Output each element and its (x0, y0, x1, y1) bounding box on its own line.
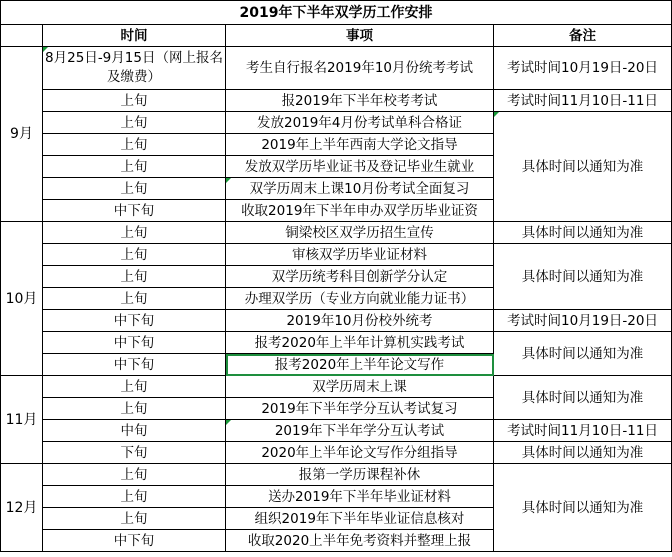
note-cell[interactable]: 考试时间10月19日-20日 (494, 310, 672, 332)
time-cell[interactable]: 上旬 (43, 244, 226, 266)
item-cell[interactable]: 报考2020年上半年计算机实践考试 (226, 332, 494, 354)
item-cell[interactable]: 2020年上半年论文写作分组指导 (226, 442, 494, 464)
item-cell[interactable]: 考生自行报名2019年10月份统考考试 (226, 47, 494, 90)
time-cell[interactable]: 上旬 (43, 288, 226, 310)
month-cell[interactable]: 10月 (1, 222, 43, 376)
item-cell[interactable]: 双学历统考科目创新学分认定 (226, 266, 494, 288)
time-cell[interactable]: 上旬 (43, 90, 226, 112)
time-cell[interactable]: 中旬 (43, 420, 226, 442)
time-cell[interactable]: 8月25日-9月15日（网上报名及缴费） (43, 47, 226, 90)
time-cell[interactable]: 上旬 (43, 508, 226, 530)
item-cell[interactable]: 组织2019年下半年毕业证信息核对 (226, 508, 494, 530)
time-cell[interactable]: 中下旬 (43, 310, 226, 332)
item-cell[interactable]: 2019年上半年西南大学论文指导 (226, 134, 494, 156)
month-cell[interactable]: 11月 (1, 376, 43, 464)
table-title[interactable]: 2019年下半年双学历工作安排 (1, 1, 672, 25)
note-cell[interactable]: 考试时间10月19日-20日 (494, 47, 672, 90)
item-cell[interactable]: 收取2020上半年免考资料并整理上报 (226, 530, 494, 552)
time-cell[interactable]: 上旬 (43, 464, 226, 486)
item-cell[interactable]: 报第一学历课程补休 (226, 464, 494, 486)
item-cell[interactable]: 发放双学历毕业证书及登记毕业生就业 (226, 156, 494, 178)
note-cell[interactable]: 考试时间11月10日-11日 (494, 420, 672, 442)
note-cell[interactable]: 具体时间以通知为准 (494, 464, 672, 552)
item-cell[interactable]: 审核双学历毕业证材料 (226, 244, 494, 266)
item-cell[interactable]: 铜梁校区双学历招生宣传 (226, 222, 494, 244)
item-cell[interactable]: 报2019年下半年校考考试 (226, 90, 494, 112)
note-cell[interactable]: 具体时间以通知为准 (494, 442, 672, 464)
note-cell[interactable]: 具体时间以通知为准 (494, 332, 672, 376)
time-cell[interactable]: 下旬 (43, 442, 226, 464)
item-cell[interactable]: 双学历周末上课 (226, 376, 494, 398)
note-cell[interactable]: 具体时间以通知为准 (494, 376, 672, 420)
time-cell[interactable]: 上旬 (43, 266, 226, 288)
time-cell[interactable]: 上旬 (43, 486, 226, 508)
time-header[interactable]: 时间 (43, 25, 226, 47)
time-cell[interactable]: 上旬 (43, 178, 226, 200)
item-cell[interactable]: 双学历周末上课10月份考试全面复习 (226, 178, 494, 200)
item-cell[interactable]: 送办2019年下半年毕业证材料 (226, 486, 494, 508)
time-cell[interactable]: 上旬 (43, 156, 226, 178)
item-cell[interactable]: 收取2019年下半年申办双学历毕业证资 (226, 200, 494, 222)
time-cell[interactable]: 上旬 (43, 222, 226, 244)
month-cell[interactable]: 12月 (1, 464, 43, 552)
item-cell[interactable]: 2019年下半年学分互认考试 (226, 420, 494, 442)
time-cell[interactable]: 上旬 (43, 112, 226, 134)
selected-item-cell[interactable]: 报考2020年上半年论文写作 (226, 354, 494, 376)
item-header[interactable]: 事项 (226, 25, 494, 47)
time-cell[interactable]: 上旬 (43, 134, 226, 156)
item-cell[interactable]: 2019年10月份校外统考 (226, 310, 494, 332)
time-cell[interactable]: 上旬 (43, 376, 226, 398)
time-cell[interactable]: 中下旬 (43, 200, 226, 222)
note-cell[interactable]: 具体时间以通知为准 (494, 222, 672, 244)
note-header[interactable]: 备注 (494, 25, 672, 47)
note-cell[interactable]: 具体时间以通知为准 (494, 244, 672, 310)
time-cell[interactable]: 中下旬 (43, 332, 226, 354)
note-cell[interactable]: 考试时间11月10日-11日 (494, 90, 672, 112)
month-header-cell[interactable] (1, 25, 43, 47)
month-cell[interactable]: 9月 (1, 47, 43, 222)
time-cell[interactable]: 中下旬 (43, 530, 226, 552)
item-cell[interactable]: 办理双学历（专业方向就业能力证书） (226, 288, 494, 310)
item-cell[interactable]: 2019年下半年学分互认考试复习 (226, 398, 494, 420)
item-cell[interactable]: 发放2019年4月份考试单科合格证 (226, 112, 494, 134)
time-cell[interactable]: 上旬 (43, 398, 226, 420)
time-cell[interactable]: 中下旬 (43, 354, 226, 376)
note-cell[interactable]: 具体时间以通知为准 (494, 112, 672, 222)
